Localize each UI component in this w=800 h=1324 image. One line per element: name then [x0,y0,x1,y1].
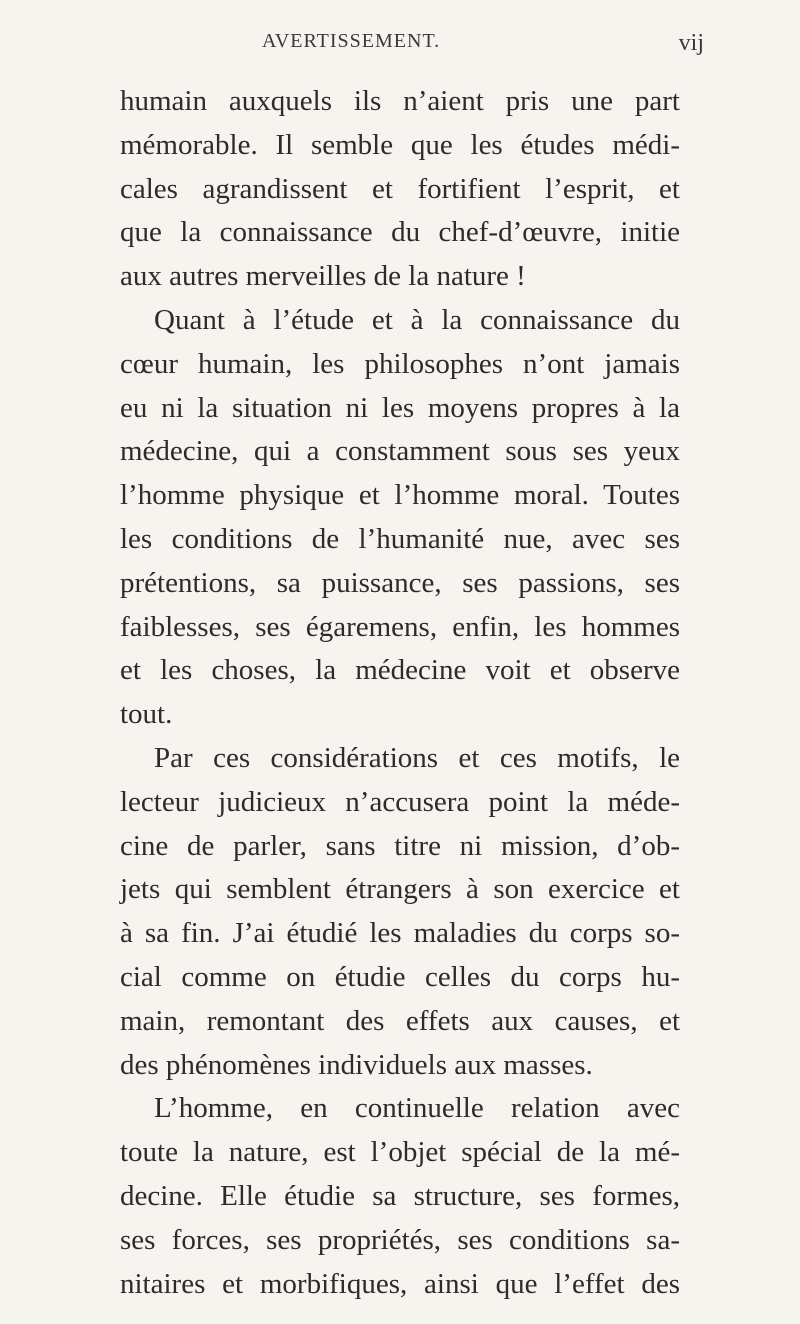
text-line: cales agrandissent et fortifient l’esprit, et [120,172,680,205]
text-line: cine de parler, sans titre ni mission, d’ob- [120,829,680,862]
text-line: Quant à l’étude et à la connaissance du [154,303,680,336]
text-line: humain auxquels ils n’aient pris une part [120,85,680,117]
text-line: les conditions de l’humanité nue, avec ses [120,522,680,555]
body-text [120,80,680,1306]
page-number: vij [678,30,704,56]
text-line: que la connaissance du chef-d’œuvre, initie [120,216,680,249]
text-line: des phénomènes individuels aux masses. [120,1048,593,1081]
text-line: main, remontant des effets aux causes, et [120,1004,680,1037]
text-line: faiblesses, ses égaremens, enfin, les hommes [120,610,680,643]
text-line: L’homme, en continuelle relation avec [154,1092,680,1125]
text-line: à sa fin. J’ai étudié les maladies du corps so- [120,917,680,950]
text-line: cœur humain, les philosophes n’ont jamais [120,347,680,380]
text-line: decine. Elle étudie sa structure, ses formes, [120,1179,680,1212]
text-line: tout. [120,698,173,731]
text-line: toute la nature, est l’objet spécial de la mé- [120,1136,680,1169]
text-line: lecteur judicieux n’accusera point la méde- [120,785,680,818]
text-line: l’homme physique et l’homme moral. Toutes [120,479,680,512]
text-line: ses forces, ses propriétés, ses conditions sa- [120,1223,680,1256]
text-line: aux autres merveilles de la nature ! [120,260,526,293]
text-line: jets qui semblent étrangers à son exercice et [120,873,680,906]
text-line: eu ni la situation ni les moyens propres à la [120,391,680,424]
text-line: cial comme on étudie celles du corps hu- [120,960,680,993]
text-line: Par ces considérations et ces motifs, le [154,741,680,774]
text-line: mémorable. Il semble que les études médi- [120,128,680,161]
text-line: médecine, qui a constamment sous ses yeux [120,435,680,468]
text-line: nitaires et morbifiques, ainsi que l’effet des [120,1267,680,1300]
text-line: et les choses, la médecine voit et observe [120,654,680,687]
text-line: prétentions, sa puissance, ses passions, ses [120,566,680,599]
running-head: AVERTISSEMENT. [262,30,441,52]
